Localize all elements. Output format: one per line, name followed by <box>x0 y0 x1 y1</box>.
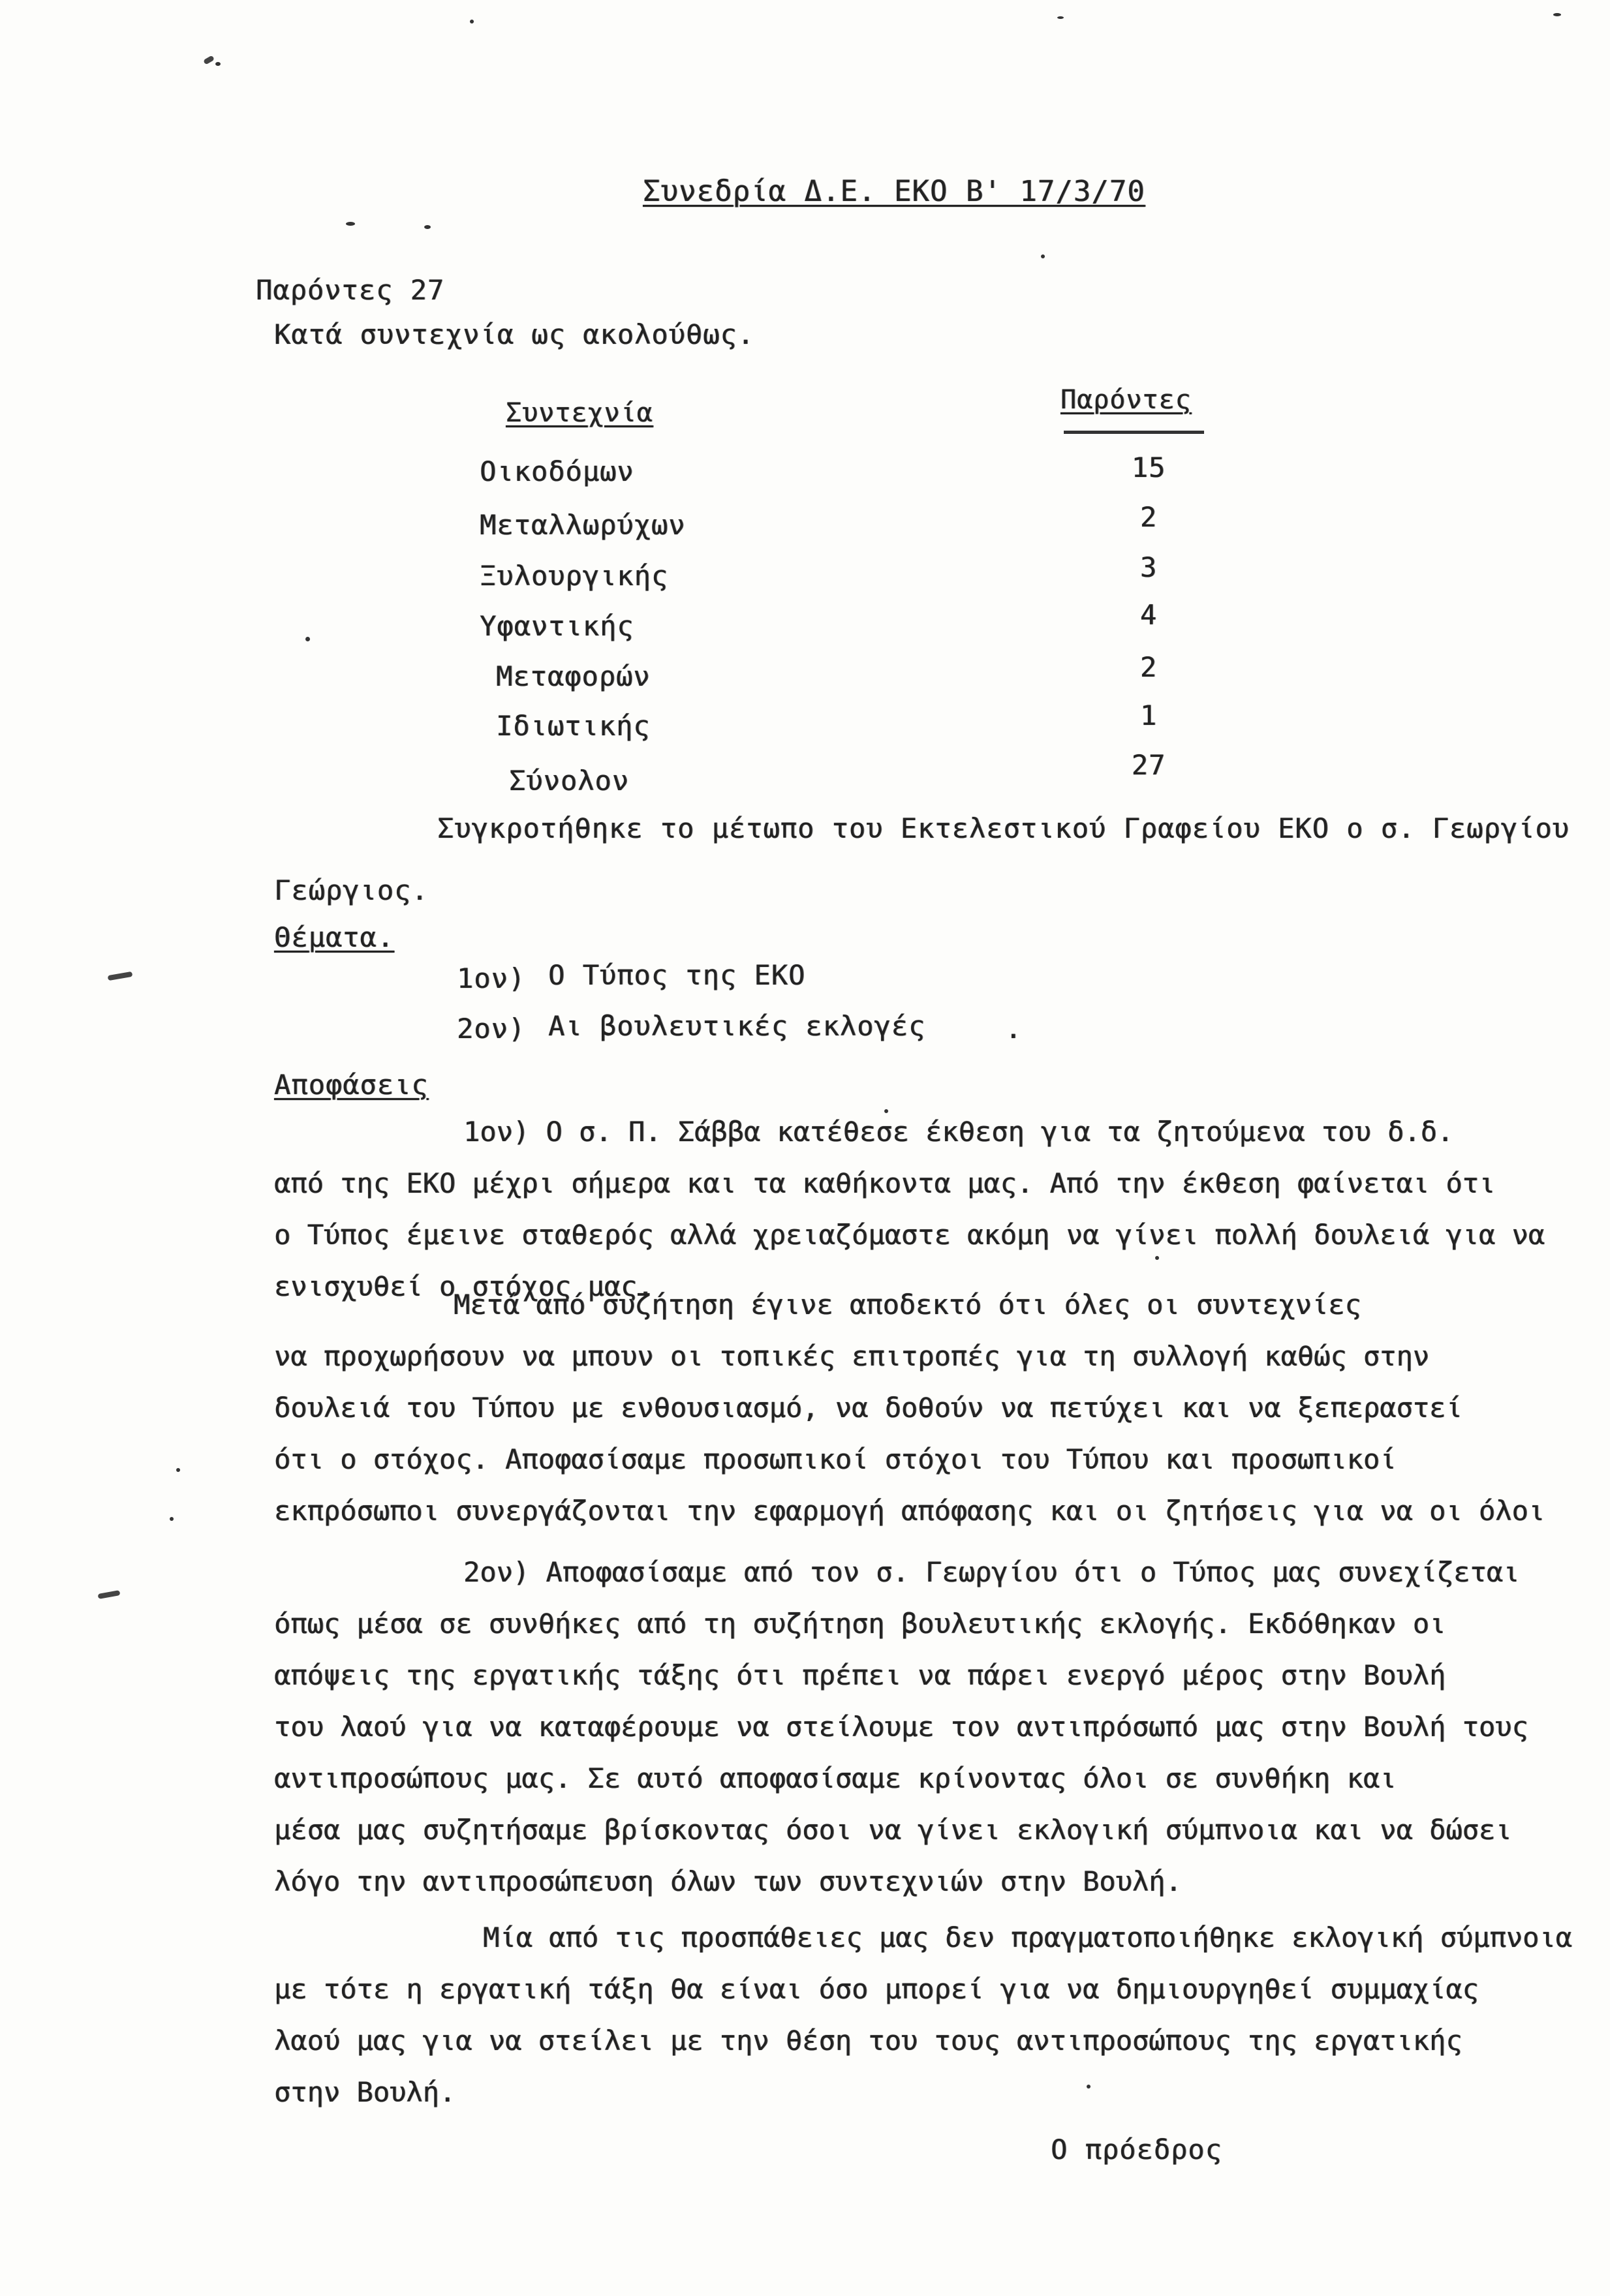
table-row-label: Μεταφορών <box>496 660 651 692</box>
table-row-value: 2 <box>1139 501 1158 533</box>
scan-speck <box>470 20 474 23</box>
header-rule <box>1064 431 1204 434</box>
table-row-label: Οικοδόμων <box>480 455 634 487</box>
table-row-value: 15 <box>1131 452 1166 483</box>
table-row-value: 3 <box>1139 551 1158 583</box>
session-attendance: Παρόντες 27 <box>256 274 445 306</box>
agenda-item-number: 2ον) <box>457 1013 526 1045</box>
table-row-label: Υφαντικής <box>480 610 634 642</box>
paragraph-line: εκπρόσωποι συνεργάζονται την εφαρμογή απόφασης και οι ζητήσεις για να οι όλοι <box>274 1495 1545 1527</box>
table-header-union: Συντεχνία <box>506 398 653 428</box>
table-row-value: 2 <box>1139 651 1158 683</box>
scan-speck <box>305 637 310 641</box>
paragraph-line: αντιπροσώπους μας. Σε αυτό αποφασίσαμε κρίνοντας όλοι σε συνθήκη και <box>274 1762 1397 1794</box>
paragraph-line: λαού μας για να στείλει με την θέση του τους αντιπροσώπους της εργατικής <box>274 2025 1463 2057</box>
scan-speck <box>215 62 221 66</box>
paragraph-line: Μετά από συζήτηση έγινε αποδεκτό ότι όλες οι συντεχνίες <box>454 1289 1361 1321</box>
paragraph-line: ο Τύπος έμεινε σταθερός αλλά χρειαζόμαστε ακόμη να γίνει πολλή δουλειά για να <box>274 1219 1545 1251</box>
scan-speck <box>1041 254 1045 258</box>
scan-speck <box>1057 16 1064 19</box>
decision-paragraph-3 <box>274 1546 1528 1907</box>
decision-paragraph-4 <box>274 1912 1572 2118</box>
paragraph-line: όπως μέσα σε συνθήκες από τη συζήτηση βουλευτικής εκλογής. Εκδόθηκαν οι <box>274 1608 1446 1640</box>
margin-mark <box>108 972 133 981</box>
document-title: Συνεδρία Δ.Ε. ΕΚΟ Β' 17/3/70 <box>643 175 1145 208</box>
scan-speck <box>176 1468 180 1472</box>
table-total-label: Σύνολον <box>509 765 630 797</box>
table-row-value: 1 <box>1139 699 1158 731</box>
paragraph-line: από της ΕΚΟ μέχρι σήμερα και τα καθήκοντα μας. Από την έκθεση φαίνεται ότι <box>274 1167 1496 1199</box>
chair-line-continued: Γεώργιος. <box>274 874 429 906</box>
paragraph-line: απόψεις της εργατικής τάξης ότι πρέπει να πάρει ενεργό μέρος στην Βουλή <box>274 1659 1446 1691</box>
paragraph-line: του λαού για να καταφέρουμε να στείλουμε τον αντιπρόσωπό μας στην Βουλή τους <box>274 1711 1528 1743</box>
scan-speck <box>424 225 431 229</box>
paragraph-line: λόγο την αντιπροσώπευση όλων των συντεχνιών στην Βουλή. <box>274 1865 1182 1897</box>
paragraph-line: 1ον) Ο σ. Π. Σάββα κατέθεσε έκθεση για τα ζητούμενα του δ.δ. <box>463 1116 1454 1148</box>
table-row-label: Ιδιωτικής <box>496 710 651 742</box>
paragraph-line: δουλειά του Τύπου με ενθουσιασμό, να δοθούν να πετύχει και να ξεπεραστεί <box>274 1392 1463 1424</box>
paragraph-line: στην Βουλή. <box>274 2076 456 2108</box>
table-row-value: 4 <box>1139 599 1158 631</box>
paragraph-line: ότι ο στόχος. Αποφασίσαμε προσωπικοί στόχοι του Τύπου και προσωπικοί <box>274 1443 1397 1475</box>
intro-line: Κατά συντεχνία ως ακολούθως. <box>274 318 755 350</box>
paragraph-line: μέσα μας συζητήσαμε βρίσκοντας όσοι να γίνει εκλογική σύμπνοια και να δώσει <box>274 1814 1512 1846</box>
table-header-present: Παρόντες <box>1060 385 1192 415</box>
paragraph-line: Μία από τις προσπάθειες μας δεν πραγματοποιήθηκε εκλογική σύμπνοια <box>483 1921 1572 1953</box>
agenda-heading: Θέματα. <box>274 921 395 953</box>
chair-line: Συγκροτήθηκε το μέτωπο του Εκτελεστικού Γραφείου ΕΚΟ ο σ. Γεωργίου <box>437 812 1570 844</box>
agenda-item-text: . <box>1005 1013 1023 1045</box>
paragraph-line: να προχωρήσουν να μπουν οι τοπικές επιτροπές για τη συλλογή καθώς στην <box>274 1340 1430 1372</box>
margin-mark <box>203 55 215 65</box>
table-total-value: 27 <box>1131 749 1166 781</box>
signature-line: Ο πρόεδρος <box>1051 2134 1222 2166</box>
scan-speck <box>346 222 355 226</box>
paragraph-line: 2ον) Αποφασίσαμε από τον σ. Γεωργίου ότι ο Τύπος μας συνεχίζεται <box>463 1556 1520 1588</box>
margin-mark <box>98 1590 121 1599</box>
scan-speck <box>170 1517 174 1521</box>
table-row-label: Μεταλλωρύχων <box>480 509 686 541</box>
scan-speck <box>1553 13 1561 16</box>
agenda-item-number: 1ον) <box>457 962 526 994</box>
paragraph-line: ενισχυθεί ο στόχος μας. <box>274 1270 654 1302</box>
decision-paragraph-2 <box>274 1279 1545 1537</box>
table-row-label: Ξυλουργικής <box>480 560 669 592</box>
agenda-item-text: Αι βουλευτικές εκλογές <box>548 1010 926 1042</box>
decisions-heading: Αποφάσεις <box>274 1069 429 1101</box>
agenda-item-text: Ο Τύπος της ΕΚΟ <box>548 959 806 991</box>
paragraph-line: με τότε η εργατική τάξη θα είναι όσο μπορεί για να δημιουργηθεί συμμαχίας <box>274 1973 1479 2005</box>
